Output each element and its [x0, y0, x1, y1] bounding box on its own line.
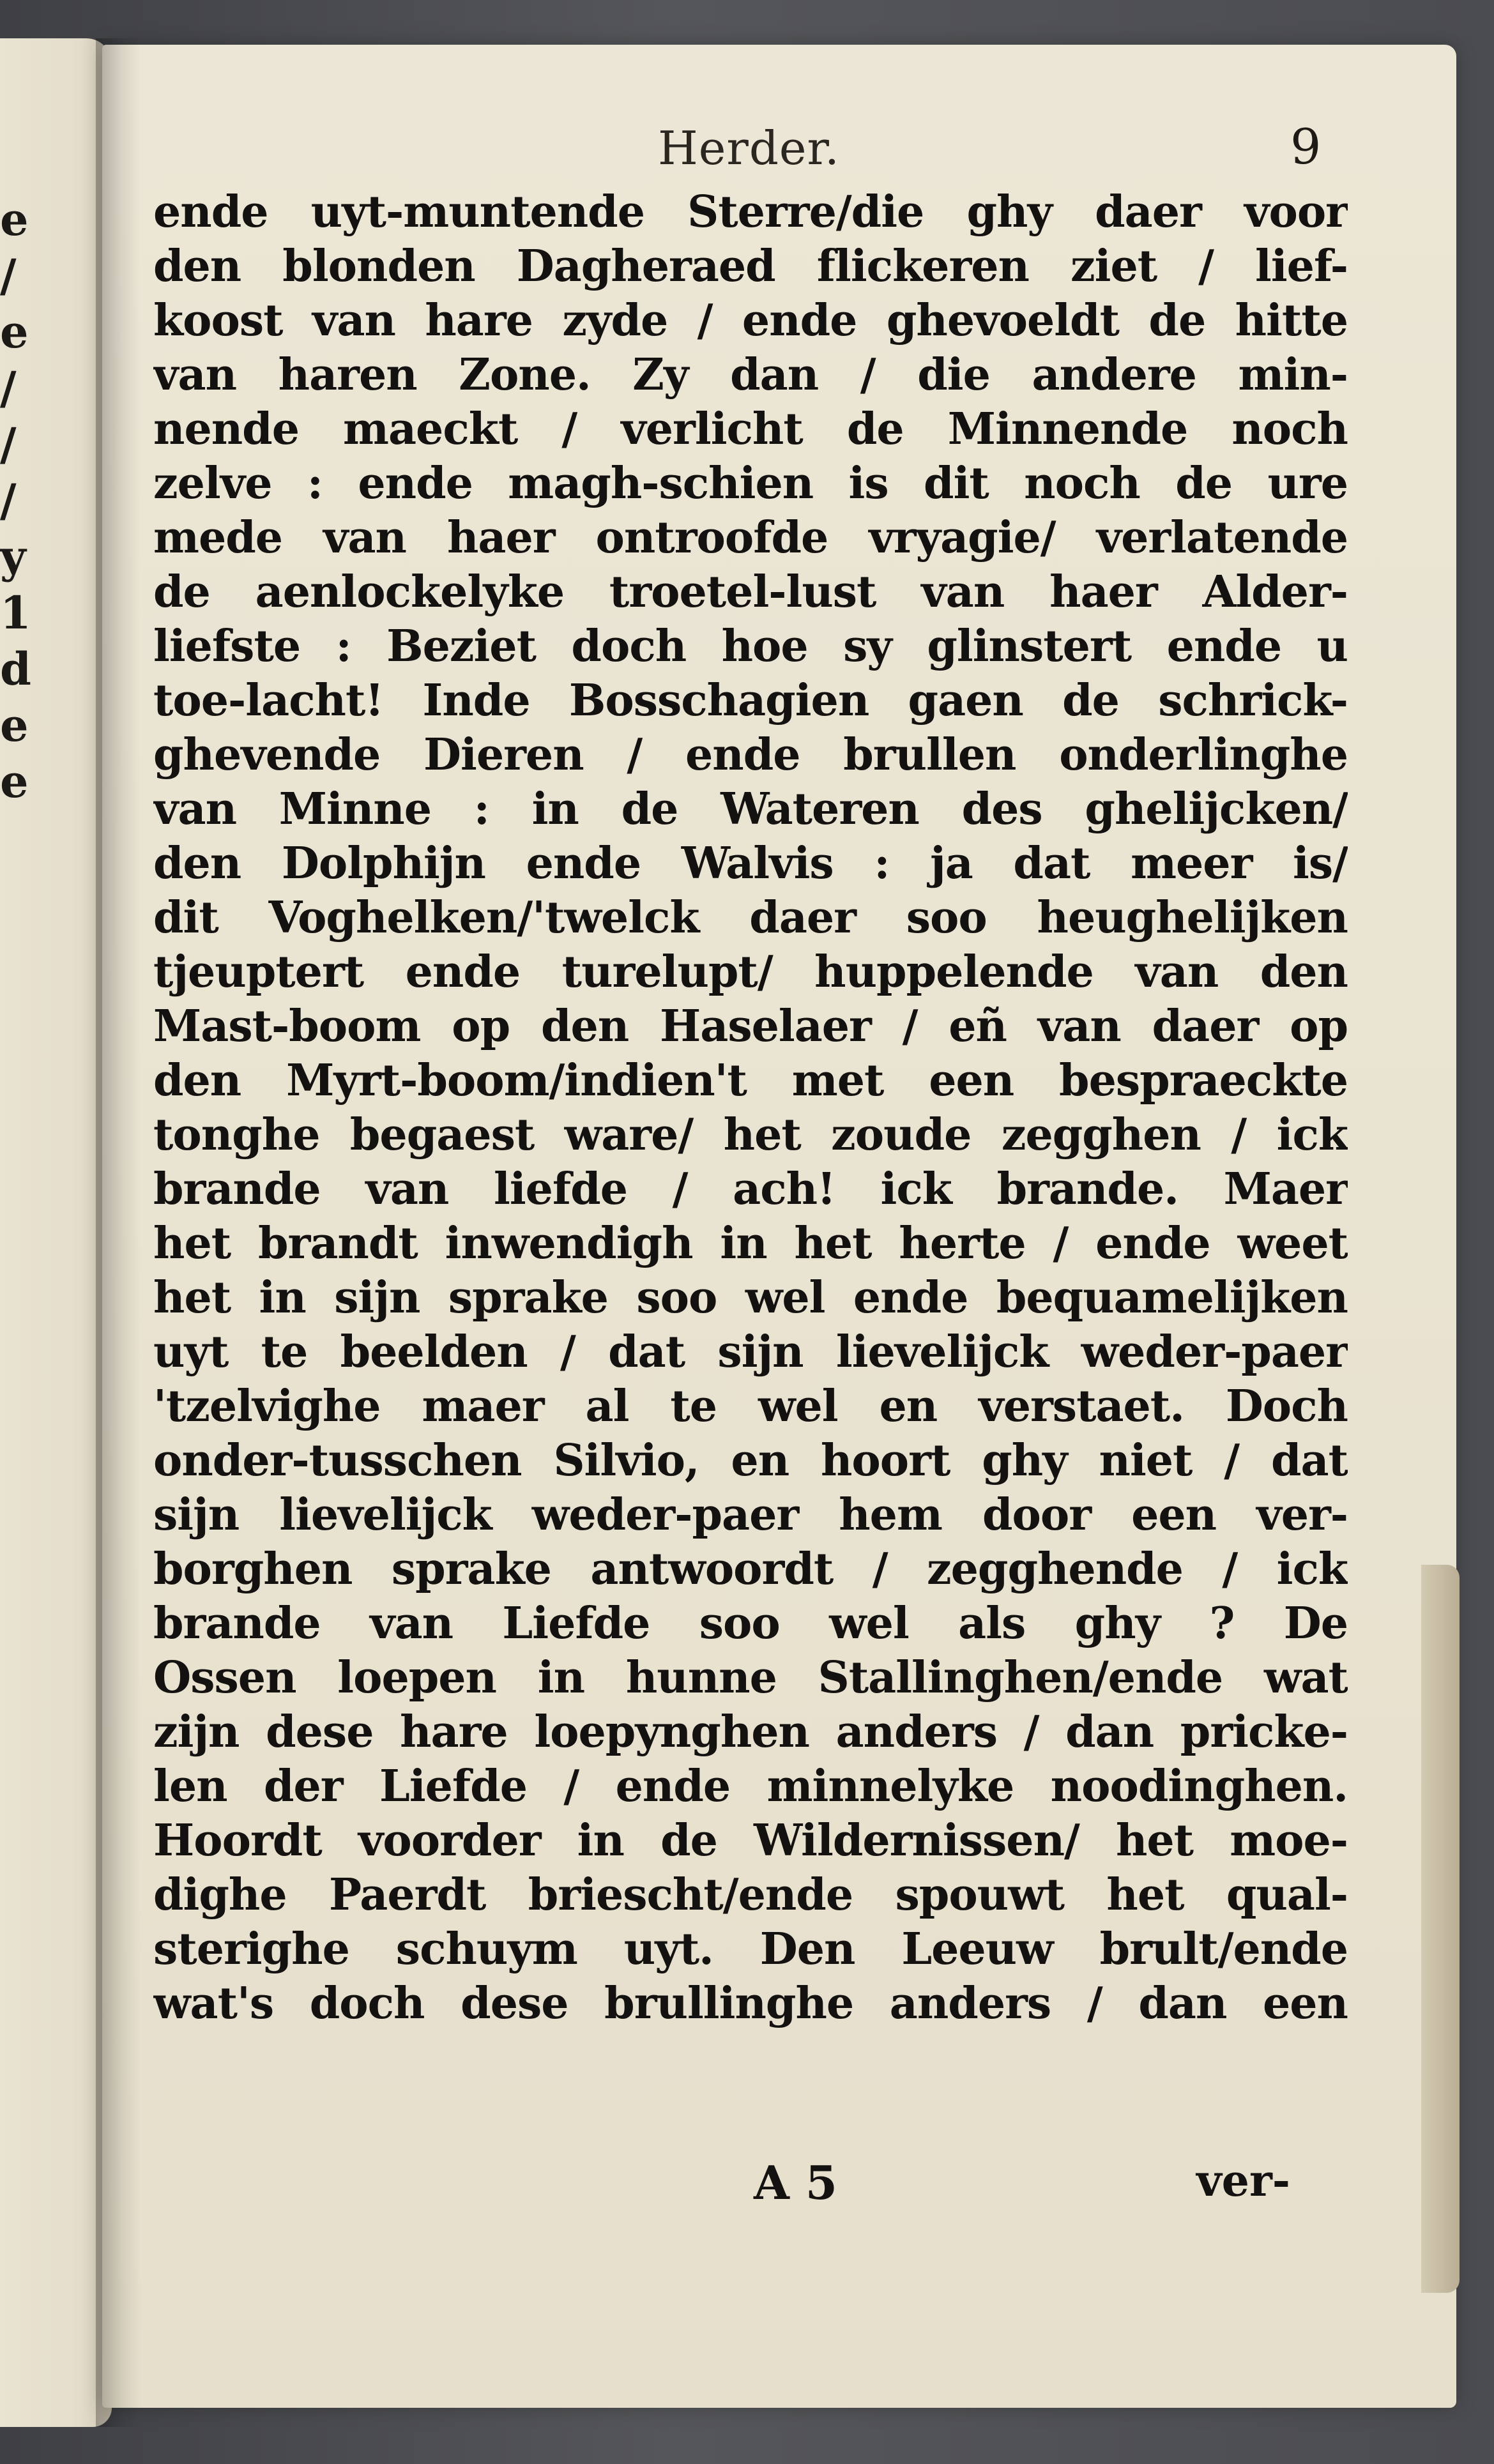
text-line: len der Liefde / ende minnelyke noodinghen. [153, 1761, 1348, 1812]
text-line: wat's doch dese brullinghe anders / dan een [153, 1978, 1348, 2029]
text-line: Ossen loepen in hunne Stallinghen/ende wat [153, 1652, 1348, 1703]
text-line: sijn lievelijck weder-paer hem door een ver- [153, 1489, 1348, 1540]
text-line: borghen sprake antwoordt / zegghende / ick [153, 1544, 1348, 1595]
left-edge-glyph: / [0, 249, 17, 302]
left-page-edge [0, 38, 112, 2427]
left-edge-glyph: / [0, 474, 17, 527]
text-line: ende uyt-muntende Sterre/die ghy daer voor [153, 186, 1348, 238]
text-line: den Myrt-boom/indien't met een bespraeckte [153, 1055, 1348, 1106]
text-line: sterighe schuym uyt. Den Leeuw brult/ende [153, 1924, 1348, 1975]
text-line: het brandt inwendigh in het herte / ende weet [153, 1218, 1348, 1269]
text-line: brande van liefde / ach! ick brande. Maer [153, 1164, 1348, 1215]
text-line: brande van Liefde soo wel als ghy ? De [153, 1598, 1348, 1649]
text-line: koost van hare zyde / ende ghevoeldt de hitte [153, 295, 1348, 346]
text-line: het in sijn sprake soo wel ende bequamelijken [153, 1272, 1348, 1323]
text-line: nende maeckt / verlicht de Minnende noch [153, 404, 1348, 455]
catchword: ver- [1196, 2156, 1290, 2207]
left-edge-glyph: / [0, 418, 17, 471]
text-line: den Dolphijn ende Walvis : ja dat meer is/ [153, 838, 1348, 889]
left-edge-glyph: 1 [0, 586, 31, 639]
page-footer [153, 2156, 1290, 2213]
running-head: Herder. [658, 121, 840, 175]
text-line: tonghe begaest ware/ het zoude zegghen / ick [153, 1109, 1348, 1160]
text-line: ghevende Dieren / ende brullen onderlinghe [153, 729, 1348, 780]
text-line: Mast-boom op den Haselaer / eñ van daer op [153, 1001, 1348, 1052]
text-line: zijn dese hare loepynghen anders / dan pricke- [153, 1707, 1348, 1758]
left-edge-glyph: d [0, 643, 31, 696]
body-text [153, 185, 1348, 2031]
page-number: 9 [1290, 118, 1322, 175]
text-line: de aenlockelyke troetel-lust van haer Alder- [153, 567, 1348, 618]
text-line: dighe Paerdt briescht/ende spouwt het qual- [153, 1869, 1348, 1920]
left-edge-glyph: y [0, 530, 26, 583]
text-line: den blonden Dagheraed flickeren ziet / lief- [153, 241, 1348, 292]
text-line: 'tzelvighe maer al te wel en verstaet. Doch [153, 1381, 1348, 1432]
left-edge-glyph: e [0, 193, 29, 246]
left-edge-glyph: / [0, 361, 17, 414]
text-line: van Minne : in de Wateren des ghelijcken/ [153, 784, 1348, 835]
page-edge-right [1421, 1565, 1460, 2293]
text-line: uyt te beelden / dat sijn lievelijck weder-paer [153, 1327, 1348, 1378]
left-edge-glyph: e [0, 755, 29, 808]
left-edge-glyph: e [0, 305, 29, 358]
text-line: mede van haer ontroofde vryagie/ verlatende [153, 512, 1348, 563]
text-line: dit Voghelken/'twelck daer soo heughelijken [153, 892, 1348, 943]
text-line: Hoordt voorder in de Wildernissen/ het moe- [153, 1815, 1348, 1866]
left-page-text-fragments [0, 192, 31, 810]
text-line: van haren Zone. Zy dan / die andere min- [153, 349, 1348, 400]
signature-mark: A 5 [754, 2156, 838, 2210]
text-line: zelve : ende magh-schien is dit noch de ure [153, 458, 1348, 509]
text-line: liefste : Beziet doch hoe sy glinstert ende u [153, 621, 1348, 672]
text-line: tjeuptert ende turelupt/ huppelende van den [153, 947, 1348, 998]
text-line: onder-tusschen Silvio, en hoort ghy niet / dat [153, 1435, 1348, 1486]
text-line: toe-lacht! Inde Bosschagien gaen de schrick- [153, 675, 1348, 726]
left-edge-glyph: e [0, 699, 29, 752]
gutter-shadow [96, 38, 141, 2427]
